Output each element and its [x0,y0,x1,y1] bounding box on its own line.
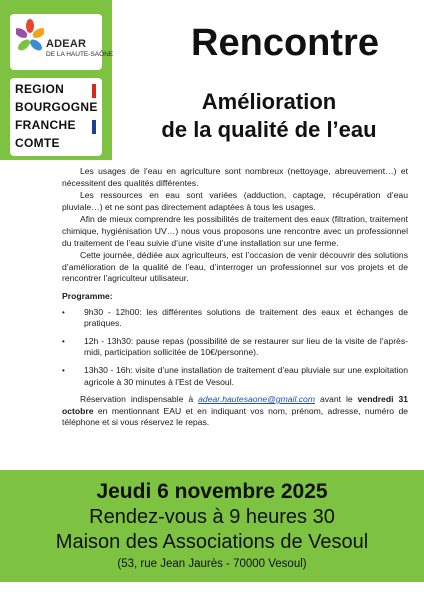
programme-item-text: 9h30 - 12h00: les différentes solutions de traitement des eaux et échanges de pratiques. [84,306,408,329]
region-line-2: BOURGOGNE [15,100,98,114]
bullet-icon: • [62,307,65,317]
adear-name: ADEAR [46,38,87,50]
subtitle-line-1: Amélioration [201,89,337,114]
event-info-box [0,470,424,582]
page-subtitle [124,88,414,144]
event-date: Jeudi 6 novembre 2025 [96,480,328,503]
programme-item-text: 12h - 13h30: pause repas (possibilité de se restaurer sur lieu de la visite de l’après-midi, participation sollicitée de 10€/personne). [84,335,408,358]
region-line-3: FRANCHE [15,118,76,132]
page-title: Rencontre [191,22,379,64]
programme-list [62,307,408,389]
adear-logo [10,14,114,70]
reservation-email-link[interactable]: adear.hautesaone@gmail.com [198,394,315,405]
event-address: (53, rue Jean Jaurès - 70000 Vesoul) [117,558,307,570]
programme-item [62,307,408,330]
region-line-1: REGION [15,82,65,96]
region-red-mark [92,84,96,98]
paragraph-usages: Les usages de l’eau en agriculture sont nombreux (nettoyage, abreuvement…) et nécessitent des qualités différentes. [62,166,408,188]
reservation-suffix: en mentionnant EAU et en indiquant vos nom, prénom, adresse, numéro de téléphone et si vous réservez le repas. [62,405,408,428]
event-place: Maison des Associations de Vesoul [55,531,369,553]
subtitle-line-2: de la qualité de l’eau [161,117,377,142]
paragraph-comprendre: Afin de mieux comprendre les possibilités de traitement des eaux (filtration, traitement chimique, hygiénisation UV…) nous vous proposons une rencontre avec un professionnel du traitement de l’eau suivie d’une visite d’une installation sur une ferme. [62,214,408,248]
paragraph-ressources: Les ressources en eau sont variées (adduction, captage, récupération d’eau pluviale…) et ne sont pas directement adaptées à tous les usages. [62,190,408,212]
programme-item [62,365,408,388]
paragraph-journee: Cette journée, dédiée aux agriculteurs, est l’occasion de venir découvrir des solutions d’amélioration de la qualité de l’eau, d’interroger un professionnel sur vos projets et de rencontrer l’agriculteur utilisateur. [62,250,408,284]
programme-item [62,336,408,359]
region-blue-mark [92,120,96,134]
reservation-prefix: Réservation indispensable à [80,394,199,405]
reservation-deadline: vendredi 31 octobre [62,394,409,416]
left-green-band [0,0,112,160]
programme-title: Programme: [62,290,113,301]
reservation-paragraph [62,394,408,429]
event-time: Rendez-vous à 9 heures 30 [89,506,335,528]
programme-item-text: 13h30 - 16h: visite d’une installation de traitement d’eau pluviale sur une exploitation agricole à 30 minutes à l’Est de Vesoul. [84,364,408,387]
adear-flower-icon [16,18,44,60]
adear-subtitle: DE LA HAUTE-SAÔNE [46,51,114,58]
bullet-icon: • [62,365,65,375]
reservation-mid: avant le [315,394,358,405]
region-logo [10,78,102,156]
body-text [62,166,408,430]
region-line-4: COMTE [15,136,60,150]
bullet-icon: • [62,336,65,346]
